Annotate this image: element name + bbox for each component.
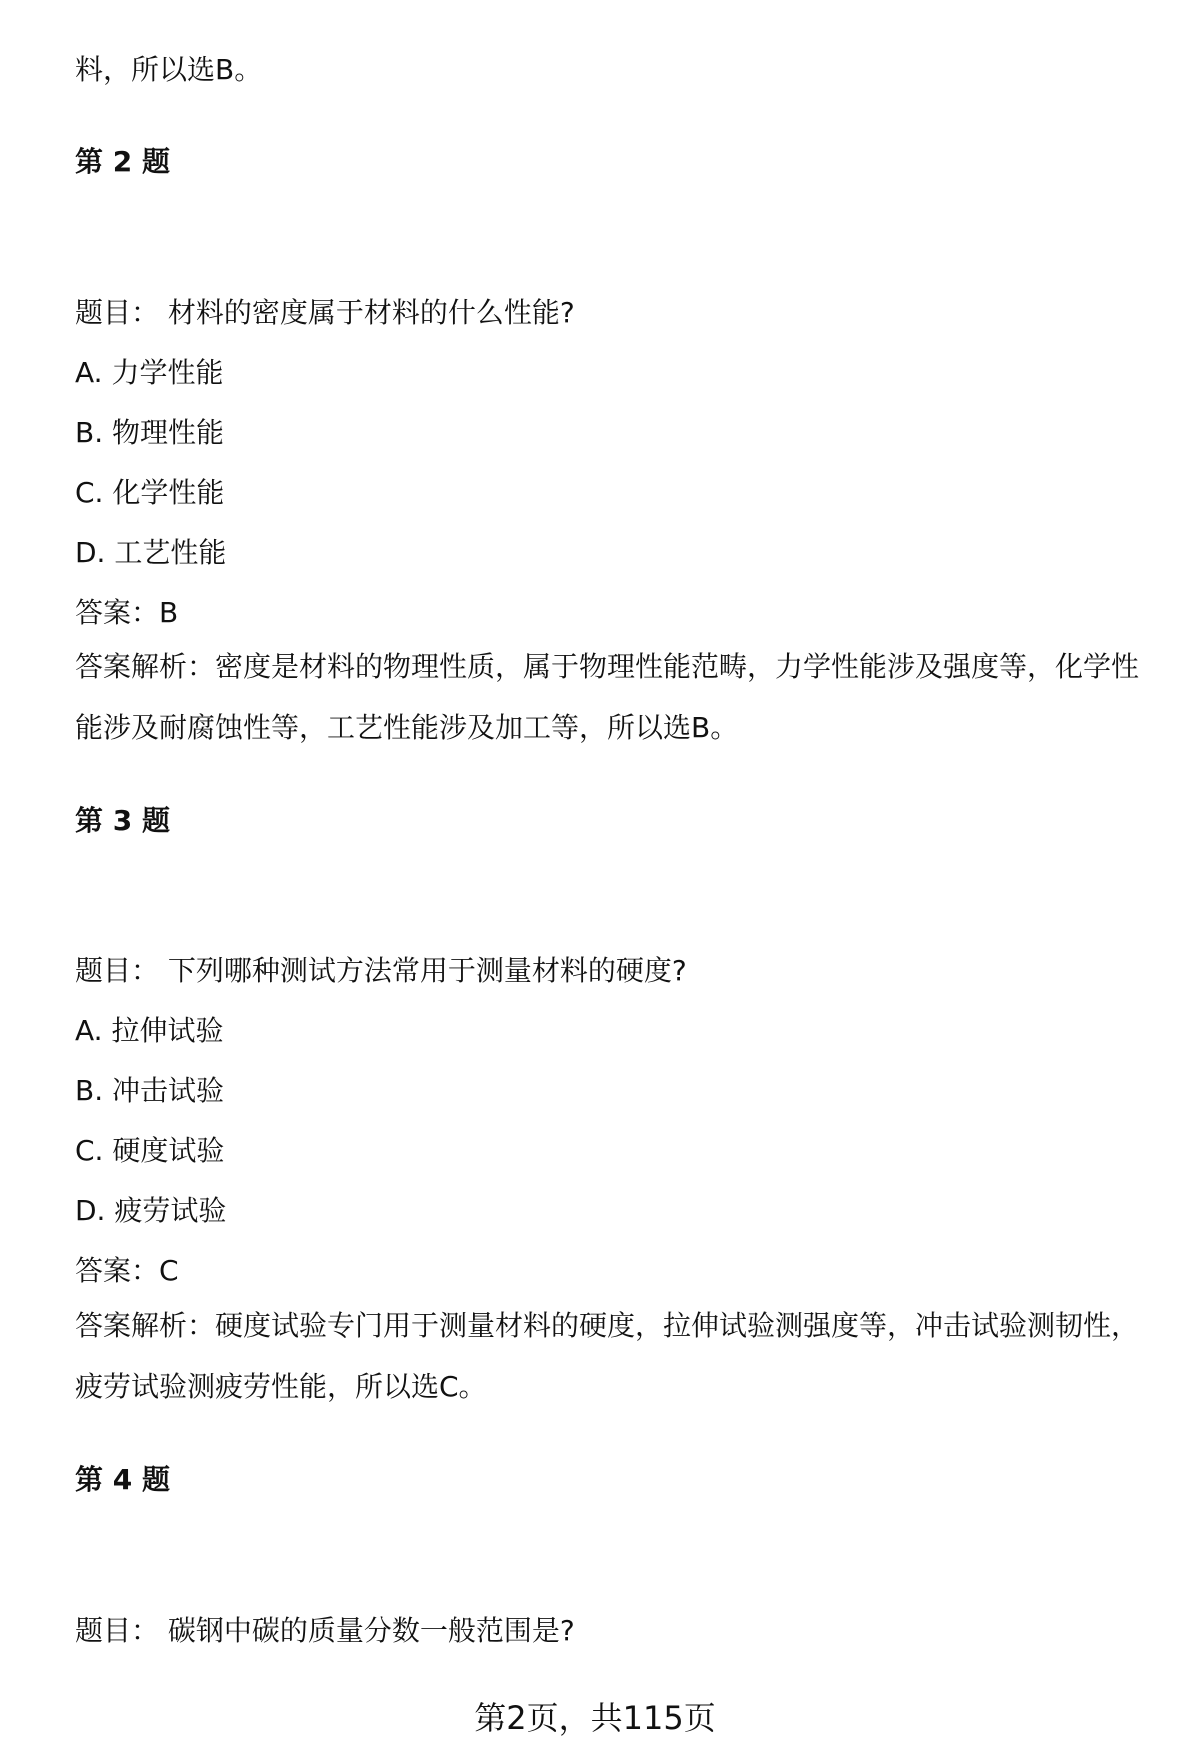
option-b: B. 冲击试验	[75, 1074, 225, 1107]
question-text: 题目： 下列哪种测试方法常用于测量材料的硬度?	[75, 954, 687, 987]
option-c: C. 化学性能	[75, 476, 225, 509]
option-d: D. 工艺性能	[75, 536, 227, 569]
question-text: 题目： 材料的密度属于材料的什么性能?	[75, 296, 575, 329]
answer: 答案：C	[75, 1254, 179, 1287]
option-d: D. 疲劳试验	[75, 1194, 227, 1227]
answer: 答案：B	[75, 596, 179, 629]
answer-explanation: 答案解析：硬度试验专门用于测量材料的硬度，拉伸试验测强度等，冲击试验测韧性，疲劳试验测疲劳性能，所以选C。	[75, 1309, 1140, 1403]
question-heading: 第 3 题	[75, 804, 170, 837]
question-heading: 第 2 题	[75, 145, 170, 178]
page-footer: 第2页，共115页	[474, 1699, 716, 1737]
option-b: B. 物理性能	[75, 416, 225, 449]
question-text: 题目： 碳钢中碳的质量分数一般范围是?	[75, 1614, 575, 1647]
option-a: A. 力学性能	[75, 356, 224, 389]
option-c: C. 硬度试验	[75, 1134, 225, 1167]
continuation-text: 料，所以选B。	[75, 53, 263, 86]
question-heading: 第 4 题	[75, 1463, 170, 1496]
answer-explanation: 答案解析：密度是材料的物理性质，属于物理性能范畴，力学性能涉及强度等，化学性能涉及耐腐蚀性等，工艺性能涉及加工等，所以选B。	[75, 650, 1140, 744]
option-a: A. 拉伸试验	[75, 1014, 224, 1047]
